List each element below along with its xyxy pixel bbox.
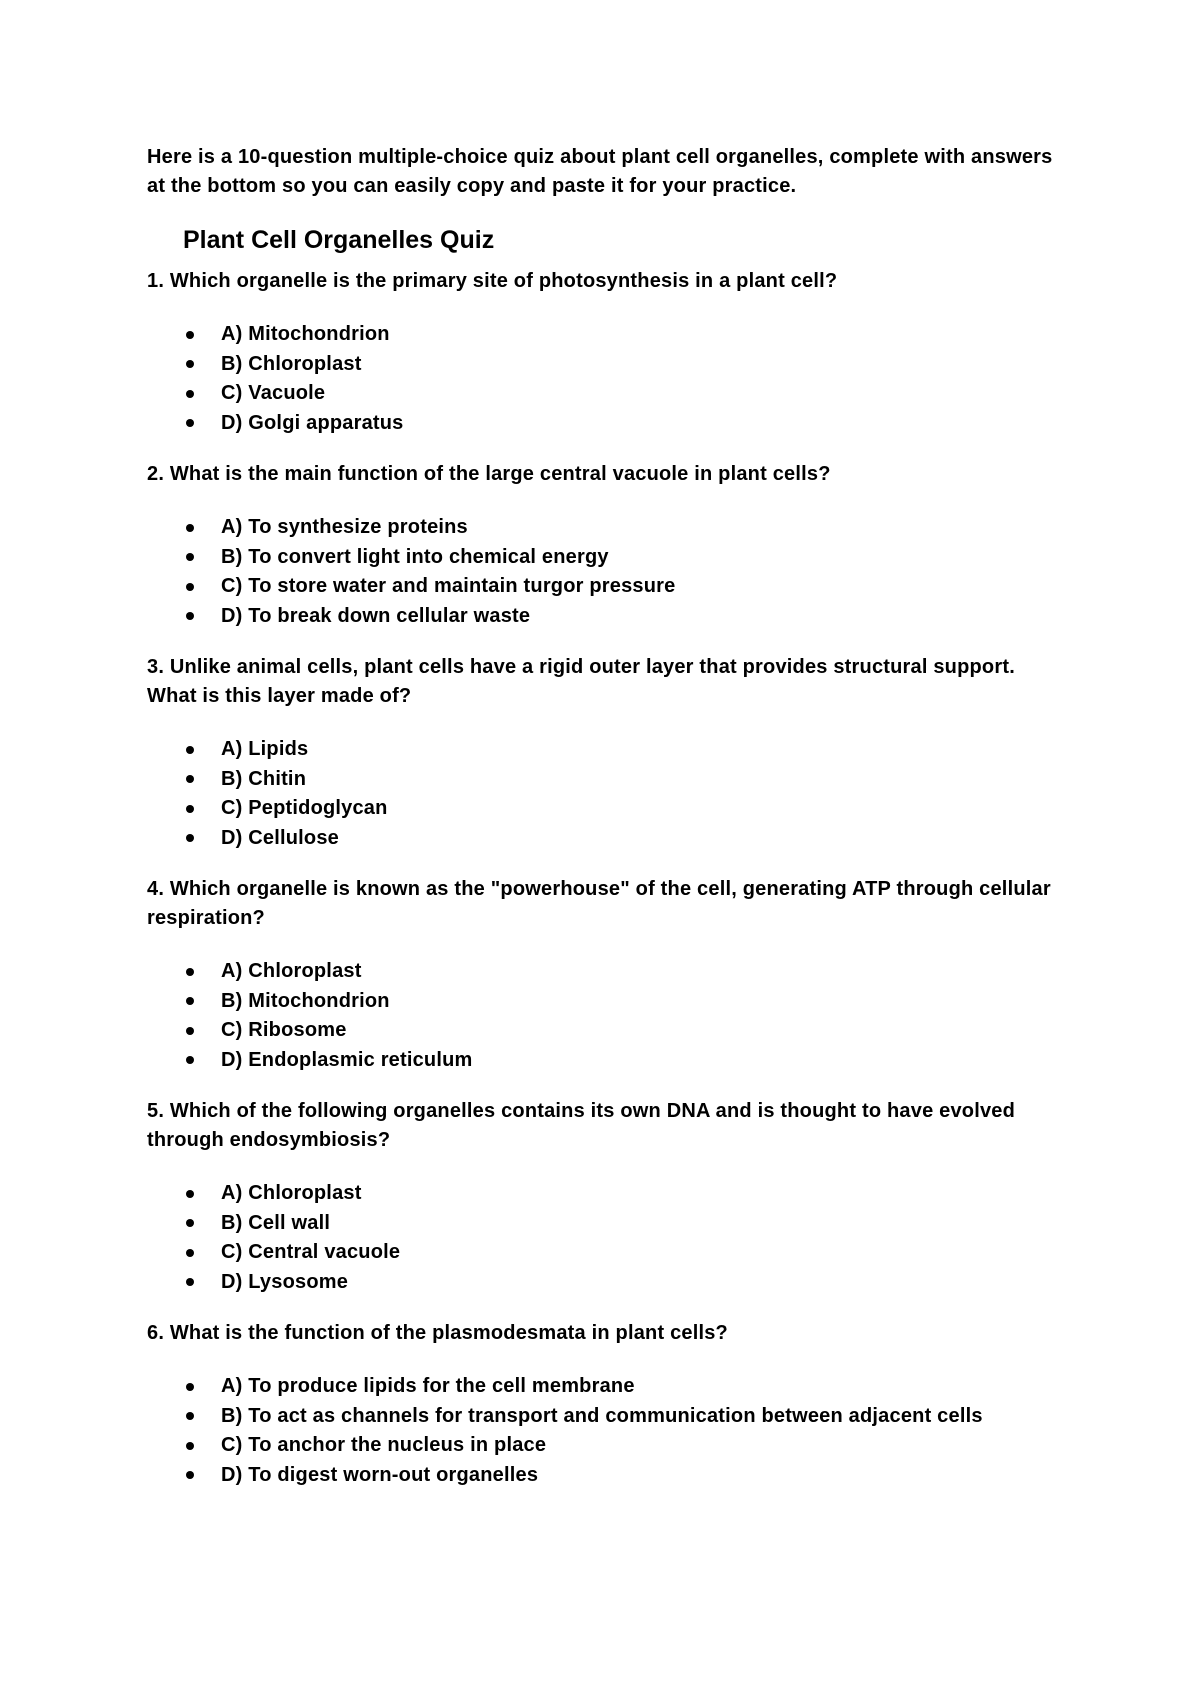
bullet-icon xyxy=(186,997,194,1005)
bullet-icon xyxy=(186,775,194,783)
question-text: 5. Which of the following organelles contains its own DNA and is thought to have evolved through endosymbiosis? xyxy=(147,1100,1016,1151)
bullet-icon xyxy=(186,1471,194,1479)
question-block xyxy=(147,875,1067,1075)
bullet-icon xyxy=(186,1278,194,1286)
option-text: A) Chloroplast xyxy=(221,960,362,982)
bullet-icon xyxy=(186,1027,194,1035)
question-block xyxy=(147,653,1067,853)
bullet-icon xyxy=(186,390,194,398)
option-item xyxy=(147,794,1067,824)
option-list xyxy=(147,1372,1067,1490)
option-item xyxy=(147,379,1067,409)
option-text: B) To convert light into chemical energy xyxy=(221,545,609,568)
option-item xyxy=(147,409,1067,439)
option-text: B) Chloroplast xyxy=(221,352,362,375)
option-text: B) Cell wall xyxy=(221,1211,331,1234)
option-item xyxy=(147,602,1067,632)
bullet-icon xyxy=(186,1249,194,1257)
question-text: 1. Which organelle is the primary site of photosynthesis in a plant cell? xyxy=(147,270,838,292)
option-item xyxy=(147,765,1067,795)
option-text: B) Chitin xyxy=(221,767,307,790)
option-item xyxy=(147,824,1067,854)
option-item xyxy=(147,1461,1067,1491)
option-list xyxy=(147,957,1067,1075)
option-text: D) Lysosome xyxy=(221,1270,349,1293)
option-item xyxy=(147,957,1067,987)
question-block xyxy=(147,1097,1067,1297)
bullet-icon xyxy=(186,805,194,813)
question-list xyxy=(147,267,1067,1490)
option-text: D) Cellulose xyxy=(221,826,339,849)
option-item xyxy=(147,572,1067,602)
option-list xyxy=(147,513,1067,631)
option-text: B) Mitochondrion xyxy=(221,989,390,1012)
bullet-icon xyxy=(186,553,194,561)
option-item xyxy=(147,735,1067,765)
bullet-icon xyxy=(186,612,194,620)
bullet-icon xyxy=(186,1190,194,1198)
option-text: C) Peptidoglycan xyxy=(221,797,388,819)
question-block xyxy=(147,267,1067,438)
option-item xyxy=(147,513,1067,543)
bullet-icon xyxy=(186,360,194,368)
bullet-icon xyxy=(186,1219,194,1227)
bullet-icon xyxy=(186,746,194,754)
option-item xyxy=(147,1431,1067,1461)
option-text: D) Endoplasmic reticulum xyxy=(221,1048,473,1071)
option-text: A) Mitochondrion xyxy=(221,323,390,345)
option-item xyxy=(147,320,1067,350)
document-content xyxy=(147,143,1067,1490)
intro-paragraph: Here is a 10-question multiple-choice quiz about plant cell organelles, complete with answers at the bottom so you can easily copy and paste it for your practice. xyxy=(147,146,1053,197)
option-item xyxy=(147,1046,1067,1076)
bullet-icon xyxy=(186,1412,194,1420)
bullet-icon xyxy=(186,1442,194,1450)
bullet-icon xyxy=(186,524,194,532)
option-list xyxy=(147,1179,1067,1297)
option-item xyxy=(147,1016,1067,1046)
option-text: D) Golgi apparatus xyxy=(221,411,404,434)
option-text: C) Vacuole xyxy=(221,382,326,404)
option-item xyxy=(147,1402,1067,1432)
option-text: D) To digest worn-out organelles xyxy=(221,1463,539,1486)
option-item xyxy=(147,1209,1067,1239)
option-text: C) To store water and maintain turgor pressure xyxy=(221,575,676,597)
bullet-icon xyxy=(186,834,194,842)
option-item xyxy=(147,1372,1067,1402)
quiz-title: Plant Cell Organelles Quiz xyxy=(183,226,495,254)
question-text: 4. Which organelle is known as the "powerhouse" of the cell, generating ATP through cellular respiration? xyxy=(147,878,1051,929)
bullet-icon xyxy=(186,583,194,591)
question-text: 2. What is the main function of the large central vacuole in plant cells? xyxy=(147,463,831,485)
question-block xyxy=(147,460,1067,631)
bullet-icon xyxy=(186,968,194,976)
option-text: A) Chloroplast xyxy=(221,1182,362,1204)
option-list xyxy=(147,735,1067,853)
option-text: A) Lipids xyxy=(221,738,309,760)
option-text: D) To break down cellular waste xyxy=(221,604,531,627)
question-text: 6. What is the function of the plasmodesmata in plant cells? xyxy=(147,1322,728,1344)
option-item xyxy=(147,1238,1067,1268)
option-text: C) Ribosome xyxy=(221,1019,347,1041)
option-item xyxy=(147,1179,1067,1209)
bullet-icon xyxy=(186,419,194,427)
option-list xyxy=(147,320,1067,438)
option-item xyxy=(147,1268,1067,1298)
option-item xyxy=(147,350,1067,380)
option-item xyxy=(147,987,1067,1017)
option-text: B) To act as channels for transport and communication between adjacent cells xyxy=(221,1404,983,1427)
question-text: 3. Unlike animal cells, plant cells have a rigid outer layer that provides structural support. What is this layer made of? xyxy=(147,656,1015,707)
option-item xyxy=(147,543,1067,573)
question-block xyxy=(147,1319,1067,1490)
option-text: C) To anchor the nucleus in place xyxy=(221,1434,547,1456)
option-text: C) Central vacuole xyxy=(221,1241,401,1263)
option-text: A) To produce lipids for the cell membrane xyxy=(221,1375,635,1397)
option-text: A) To synthesize proteins xyxy=(221,516,468,538)
bullet-icon xyxy=(186,331,194,339)
bullet-icon xyxy=(186,1056,194,1064)
bullet-icon xyxy=(186,1383,194,1391)
